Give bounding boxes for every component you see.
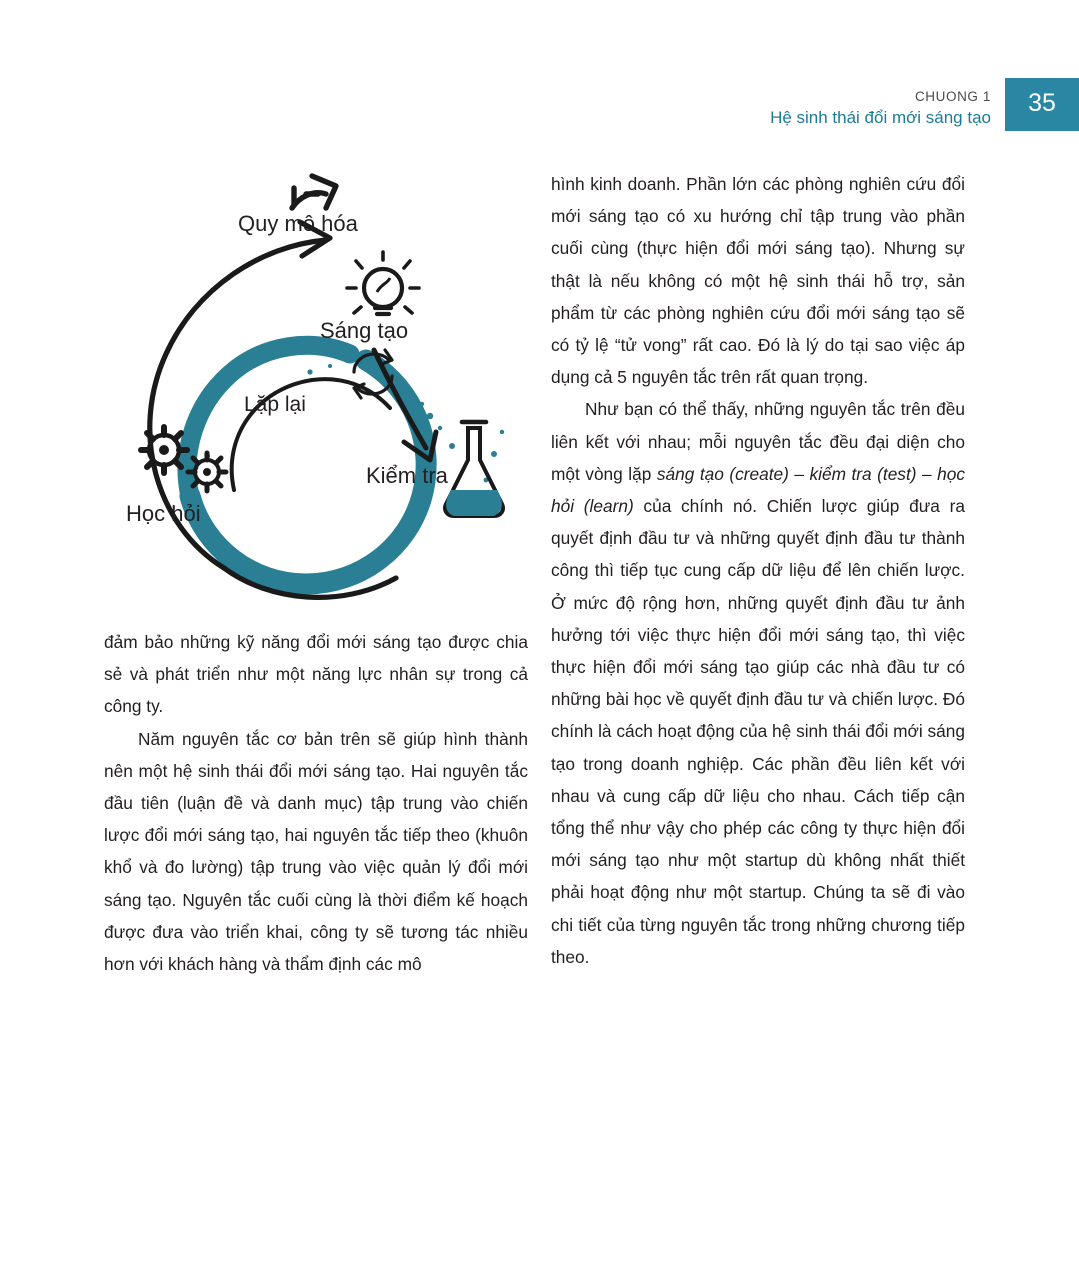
left-column (104, 160, 528, 980)
arrow-up-right-icon (292, 176, 336, 208)
figure-label-scale: Quy mô hóa (238, 211, 358, 236)
innovation-cycle-diagram (104, 160, 528, 610)
paragraph-part-2: của chính nó. Chiến lược giúp đưa ra quyết định đầu tư và những quyết định đầu tư thành công thì tiếp tục cung cấp dữ liệu để lên chiến lược. Ở mức độ rộng hơn, những quyết định đầu tư ảnh hưởng tới việc thực hiện đổi mới sáng tạo, thì việc thực hiện đổi mới sáng tạo giúp các nhà đầu tư có những bài học về quyết định đầu tư và chiến lược. Đó chính là cách hoạt động của hệ sinh thái đổi mới sáng tạo trong doanh nghiệp. Các phần đều liên kết với nhau và cung cấp dữ liệu cho nhau. Cách tiếp cận tổng thể như vậy cho phép các công ty thực hiện đổi mới sáng tạo như một startup dù không nhất thiết phải hoạt động như một startup. Chúng ta sẽ đi vào chi tiết của từng nguyên tắc trong những chương tiếp theo. (551, 496, 965, 967)
figure-label-learn: Học hỏi (126, 501, 201, 526)
chapter-title: Hệ sinh thái đổi mới sáng tạo (770, 108, 991, 128)
header-text-block (770, 78, 1005, 131)
paragraph: đảm bảo những kỹ năng đổi mới sáng tạo được chia sẻ và phát triển như một năng lực nhân sự trong cả công ty. (104, 632, 528, 717)
paragraph-part-1: Như bạn có thể thấy, những nguyên tắc trên đều liên kết với nhau; mỗi nguyên tắc đều đại diện cho một vòng lặp (551, 399, 965, 484)
left-column-text (104, 626, 528, 980)
figure-label-iterate: Lặp lại (244, 393, 306, 416)
figure-label-test: Kiểm tra (366, 463, 448, 488)
lightbulb-icon (347, 252, 419, 314)
paragraph-italic-phrase: sáng tạo (create) – kiểm tra (test) – học hỏi (learn) (551, 463, 965, 517)
paragraph: hình kinh doanh. Phần lớn các phòng nghiên cứu đổi mới sáng tạo có xu hướng chỉ tập trung vào phần cuối cùng (thực hiện đổi mới sáng tạo). Nhưng sự thật là nếu không có một hệ sinh thái hỗ trợ, sản phẩm từ các phòng nghiên cứu đổi mới sáng tạo sẽ có tỷ lệ “tử vong” rất cao. Đó là lý do tại sao việc áp dụng cả 5 nguyên tắc trên rất quan trọng. (551, 174, 965, 388)
chapter-label: CHUONG 1 (914, 89, 991, 104)
paragraph (551, 393, 965, 973)
page-number: 35 (1005, 78, 1079, 131)
page-header (770, 78, 1079, 131)
flask-icon (445, 422, 503, 516)
paragraph: Năm nguyên tắc cơ bản trên sẽ giúp hình thành nên một hệ sinh thái đổi mới sáng tạo. Hai nguyên tắc đầu tiên (luận đề và danh mục) tập trung vào chiến lược đổi mới sáng tạo, hai nguyên tắc tiếp theo (khuôn khổ và đo lường) tập trung vào việc quản lý đổi mới sáng tạo. Nguyên tắc cuối cùng là thời điểm kế hoạch được đưa vào triển khai, công ty sẽ tương tác nhiều hơn với khách hàng và thẩm định các mô (104, 728, 528, 975)
figure-label-create: Sáng tạo (320, 318, 409, 343)
right-column (551, 168, 965, 973)
